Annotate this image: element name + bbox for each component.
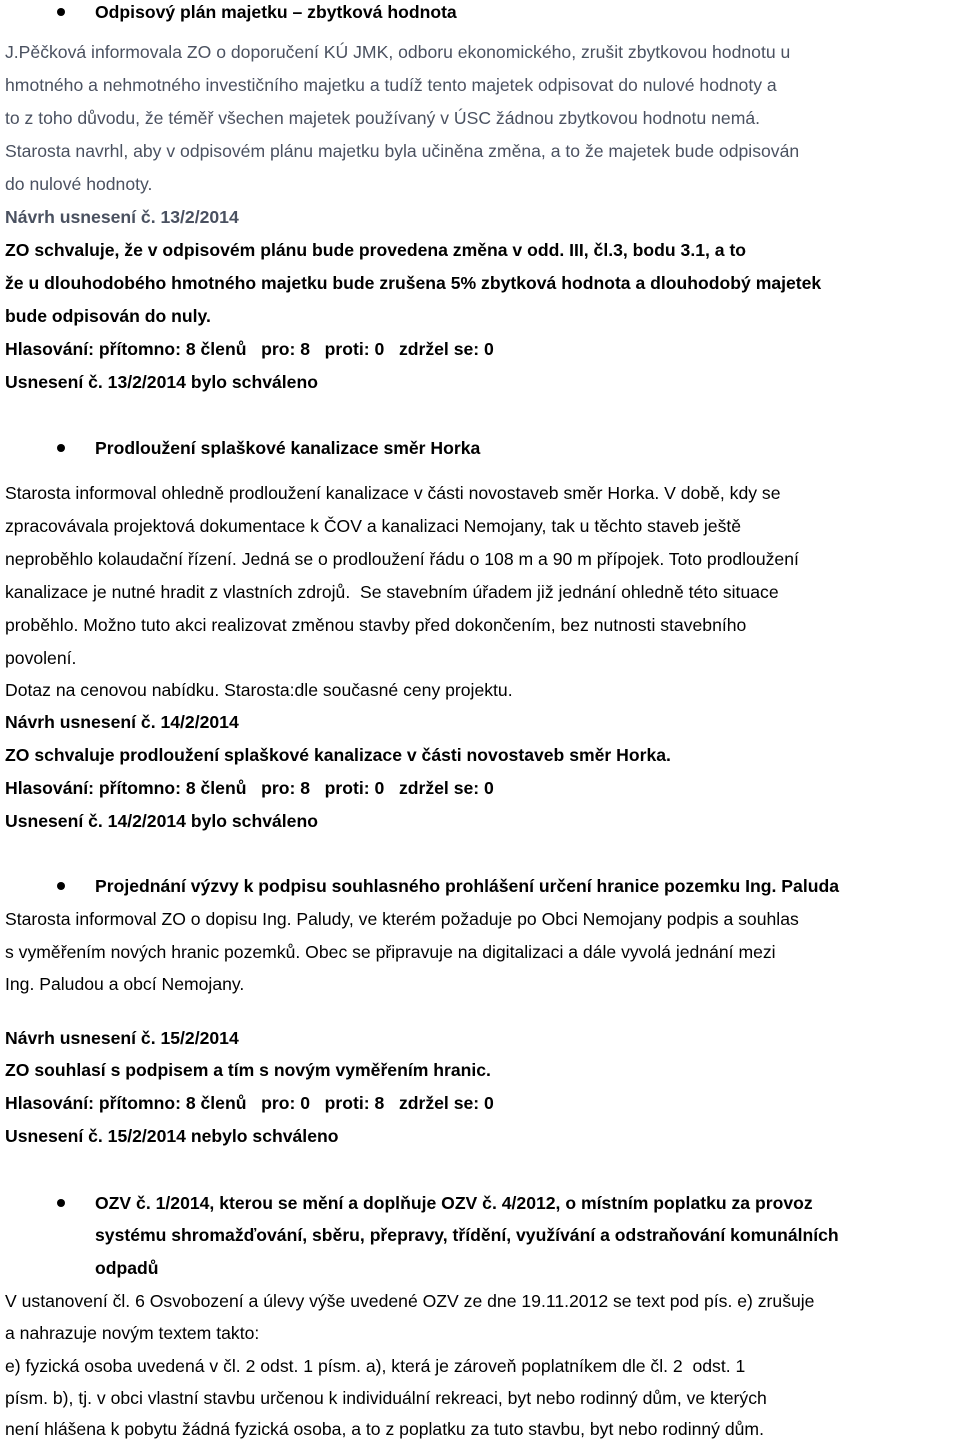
proposal-text: ZO schvaluje, že v odpisovém plánu bude provedena změna v odd. III, čl.3, bodu 3.1, a to [5,240,747,260]
section-heading: odpadů [95,1258,159,1278]
proposal-label: Návrh usnesení č. 14/2/2014 [5,712,239,732]
paragraph-line: Starosta informoval ohledně prodloužení kanalizace v části novostaveb směr Horka. V době, kdy se [5,483,781,503]
paragraph-line: neproběhlo kolaudační řízení. Jedná se o prodloužení řádu o 108 m a 90 m přípojek. Toto prodloužení [5,549,799,569]
paragraph-line: do nulové hodnoty. [5,174,153,194]
paragraph-line: povolení. [5,648,77,668]
paragraph-line: Starosta navrhl, aby v odpisovém plánu majetku byla učiněna změna, a to že majetek bude odpisován [5,141,800,161]
section-heading: systému shromažďování, sběru, přepravy, třídění, využívání a odstraňování komunálních [95,1225,839,1245]
section-heading: Projednání výzvy k podpisu souhlasného prohlášení určení hranice pozemku Ing. Paluda [95,876,839,896]
proposal-text: že u dlouhodobého hmotného majetku bude zrušena 5% zbytková hodnota a dlouhodobý majetek [5,273,822,293]
resolution-result: Usnesení č. 14/2/2014 bylo schváleno [5,811,318,831]
paragraph-line: J.Pěčková informovala ZO o doporučení KÚ JMK, odboru ekonomického, zrušit zbytkovou hodnotu u [5,42,791,62]
resolution-result: Usnesení č. 15/2/2014 nebylo schváleno [5,1126,339,1146]
section-heading: Prodloužení splaškové kanalizace směr Horka [95,438,481,458]
bullet-icon [57,8,65,16]
bullet-icon [57,444,65,452]
proposal-label: Návrh usnesení č. 15/2/2014 [5,1028,239,1048]
paragraph-line: to z toho důvodu, že téměř všechen majetek používaný v ÚSC žádnou zbytkovou hodnotu nemá. [5,108,761,128]
section-heading: OZV č. 1/2014, kterou se mění a doplňuje OZV č. 4/2012, o místním poplatku za provoz [95,1193,813,1213]
vote-line: Hlasování: přítomno: 8 členů pro: 8 proti: 0 zdržel se: 0 [5,339,494,359]
bullet-icon [57,882,65,890]
section-heading: Odpisový plán majetku – zbytková hodnota [95,2,457,22]
paragraph-line: a nahrazuje novým textem takto: [5,1323,260,1343]
proposal-text: ZO schvaluje prodloužení splaškové kanalizace v části novostaveb směr Horka. [5,745,671,765]
paragraph-line: V ustanovení čl. 6 Osvobození a úlevy výše uvedené OZV ze dne 19.11.2012 se text pod pís. e) zrušuje [5,1291,815,1311]
paragraph-line: s vyměřením nových hranic pozemků. Obec se připravuje na digitalizaci a dále vyvolá jednání mezi [5,942,776,962]
proposal-label: Návrh usnesení č. 13/2/2014 [5,207,239,227]
bullet-icon [57,1199,65,1207]
vote-line: Hlasování: přítomno: 8 členů pro: 8 proti: 0 zdržel se: 0 [5,778,494,798]
proposal-text: ZO souhlasí s podpisem a tím s novým vyměřením hranic. [5,1060,491,1080]
paragraph-line: proběhlo. Možno tuto akci realizovat změnou stavby před dokončením, bez nutnosti stavebního [5,615,747,635]
paragraph-line: Dotaz na cenovou nabídku. Starosta:dle současné ceny projektu. [5,680,513,700]
paragraph-line: kanalizace je nutné hradit z vlastních zdrojů. Se stavebním úřadem již jednání ohledně této situace [5,582,779,602]
paragraph-line: zpracovávala projektová dokumentace k ČOV a kanalizaci Nemojany, tak u těchto staveb ještě [5,516,742,536]
paragraph-line: písm. b), tj. v obci vlastní stavbu určenou k individuální rekreaci, byt nebo rodinný dům, ve kterých [5,1388,767,1408]
proposal-text: bude odpisován do nuly. [5,306,211,326]
paragraph-line: není hlášena k pobytu žádná fyzická osoba, a to z poplatku za tuto stavbu, byt nebo rodinný dům. [5,1419,764,1439]
vote-line: Hlasování: přítomno: 8 členů pro: 0 proti: 8 zdržel se: 0 [5,1093,494,1113]
paragraph-line: e) fyzická osoba uvedená v čl. 2 odst. 1 písm. a), která je zároveň poplatníkem dle čl. 2 odst. 1 [5,1356,746,1376]
paragraph-line: Ing. Paludou a obcí Nemojany. [5,974,245,994]
paragraph-line: Starosta informoval ZO o dopisu Ing. Paludy, ve kterém požaduje po Obci Nemojany podpis a souhlas [5,909,799,929]
paragraph-line: hmotného a nehmotného investičního majetku a tudíž tento majetek odpisovat do nulové hodnoty a [5,75,777,95]
resolution-result: Usnesení č. 13/2/2014 bylo schváleno [5,372,318,392]
